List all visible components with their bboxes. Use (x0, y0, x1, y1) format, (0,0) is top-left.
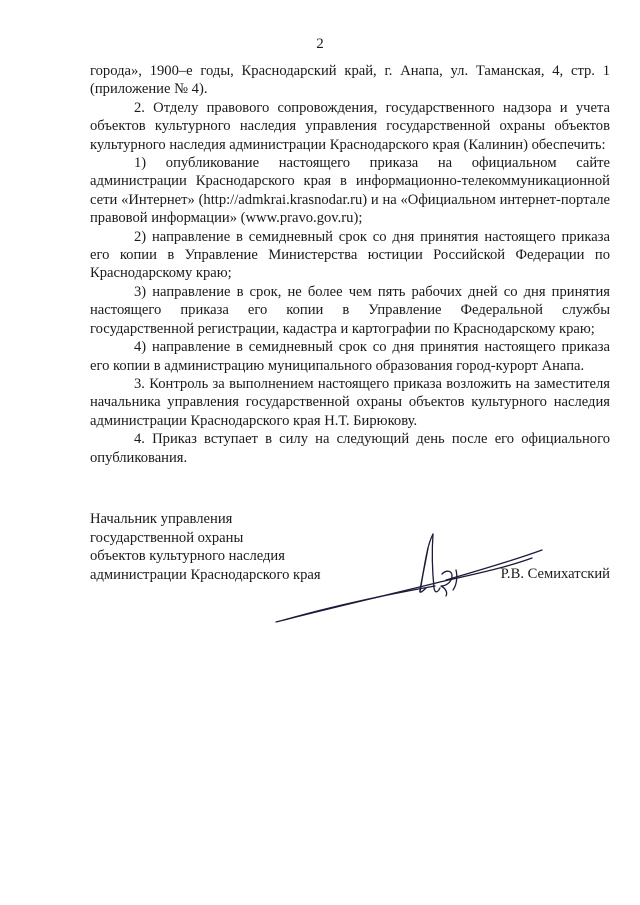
signature-block (90, 510, 610, 630)
signer-position-line-3: объектов культурного наследия (90, 548, 285, 565)
signer-position-line-1: Начальник управления (90, 511, 233, 527)
paragraph-item-3: 3. Контроль за выполнением настоящего приказа возложить на заместителя начальника управления государственной охраны объектов культурного наследия администрации Краснодарского края Н.Т. Бирюкову. (90, 375, 610, 429)
paragraph-subitem-2: 2) направление в семидневный срок со дня принятия настоящего приказа его копии в Управление Министерства юстиции Российской Федерации по Краснодарскому краю; (90, 228, 610, 282)
page-number: 2 (316, 36, 324, 52)
paragraph-subitem-1: 1) опубликование настоящего приказа на официальном сайте администрации Краснодарского края в информационно-телекоммуникационной сети «Интернет» (http://admkrai.krasnodar.ru) и на «Официальном интернет-портале правовой информации» (www.pravo.gov.ru); (90, 155, 610, 227)
paragraph-subitem-4: 4) направление в семидневный срок со дня принятия настоящего приказа его копии в администрацию муниципального образования город-курорт Анапа. (90, 339, 610, 374)
signer-position-line-4: администрации Краснодарского края (90, 566, 321, 583)
document-body (90, 62, 610, 467)
paragraph-item-2: 2. Отделу правового сопровождения, государственного надзора и учета объектов культурного наследия управления государственной охраны объектов культурного наследия администрации Краснодарского края (Калинин) обеспечить: (90, 99, 610, 153)
paragraph-subitem-3: 3) направление в срок, не более чем пять рабочих дней со дня принятия настоящего приказа его копии в Управление Федеральной службы государственной регистрации, кадастра и картографии по Краснодарскому краю; (90, 283, 610, 337)
signer-position-line-2: государственной охраны (90, 529, 244, 546)
paragraph-continuation: города», 1900–е годы, Краснодарский край, г. Анапа, ул. Таманская, 4, стр. 1 (приложение № 4). (90, 63, 610, 98)
signer-name: Р.В. Семихатский (500, 566, 610, 582)
paragraph-item-4: 4. Приказ вступает в силу на следующий день после его официального опубликования. (90, 431, 610, 466)
